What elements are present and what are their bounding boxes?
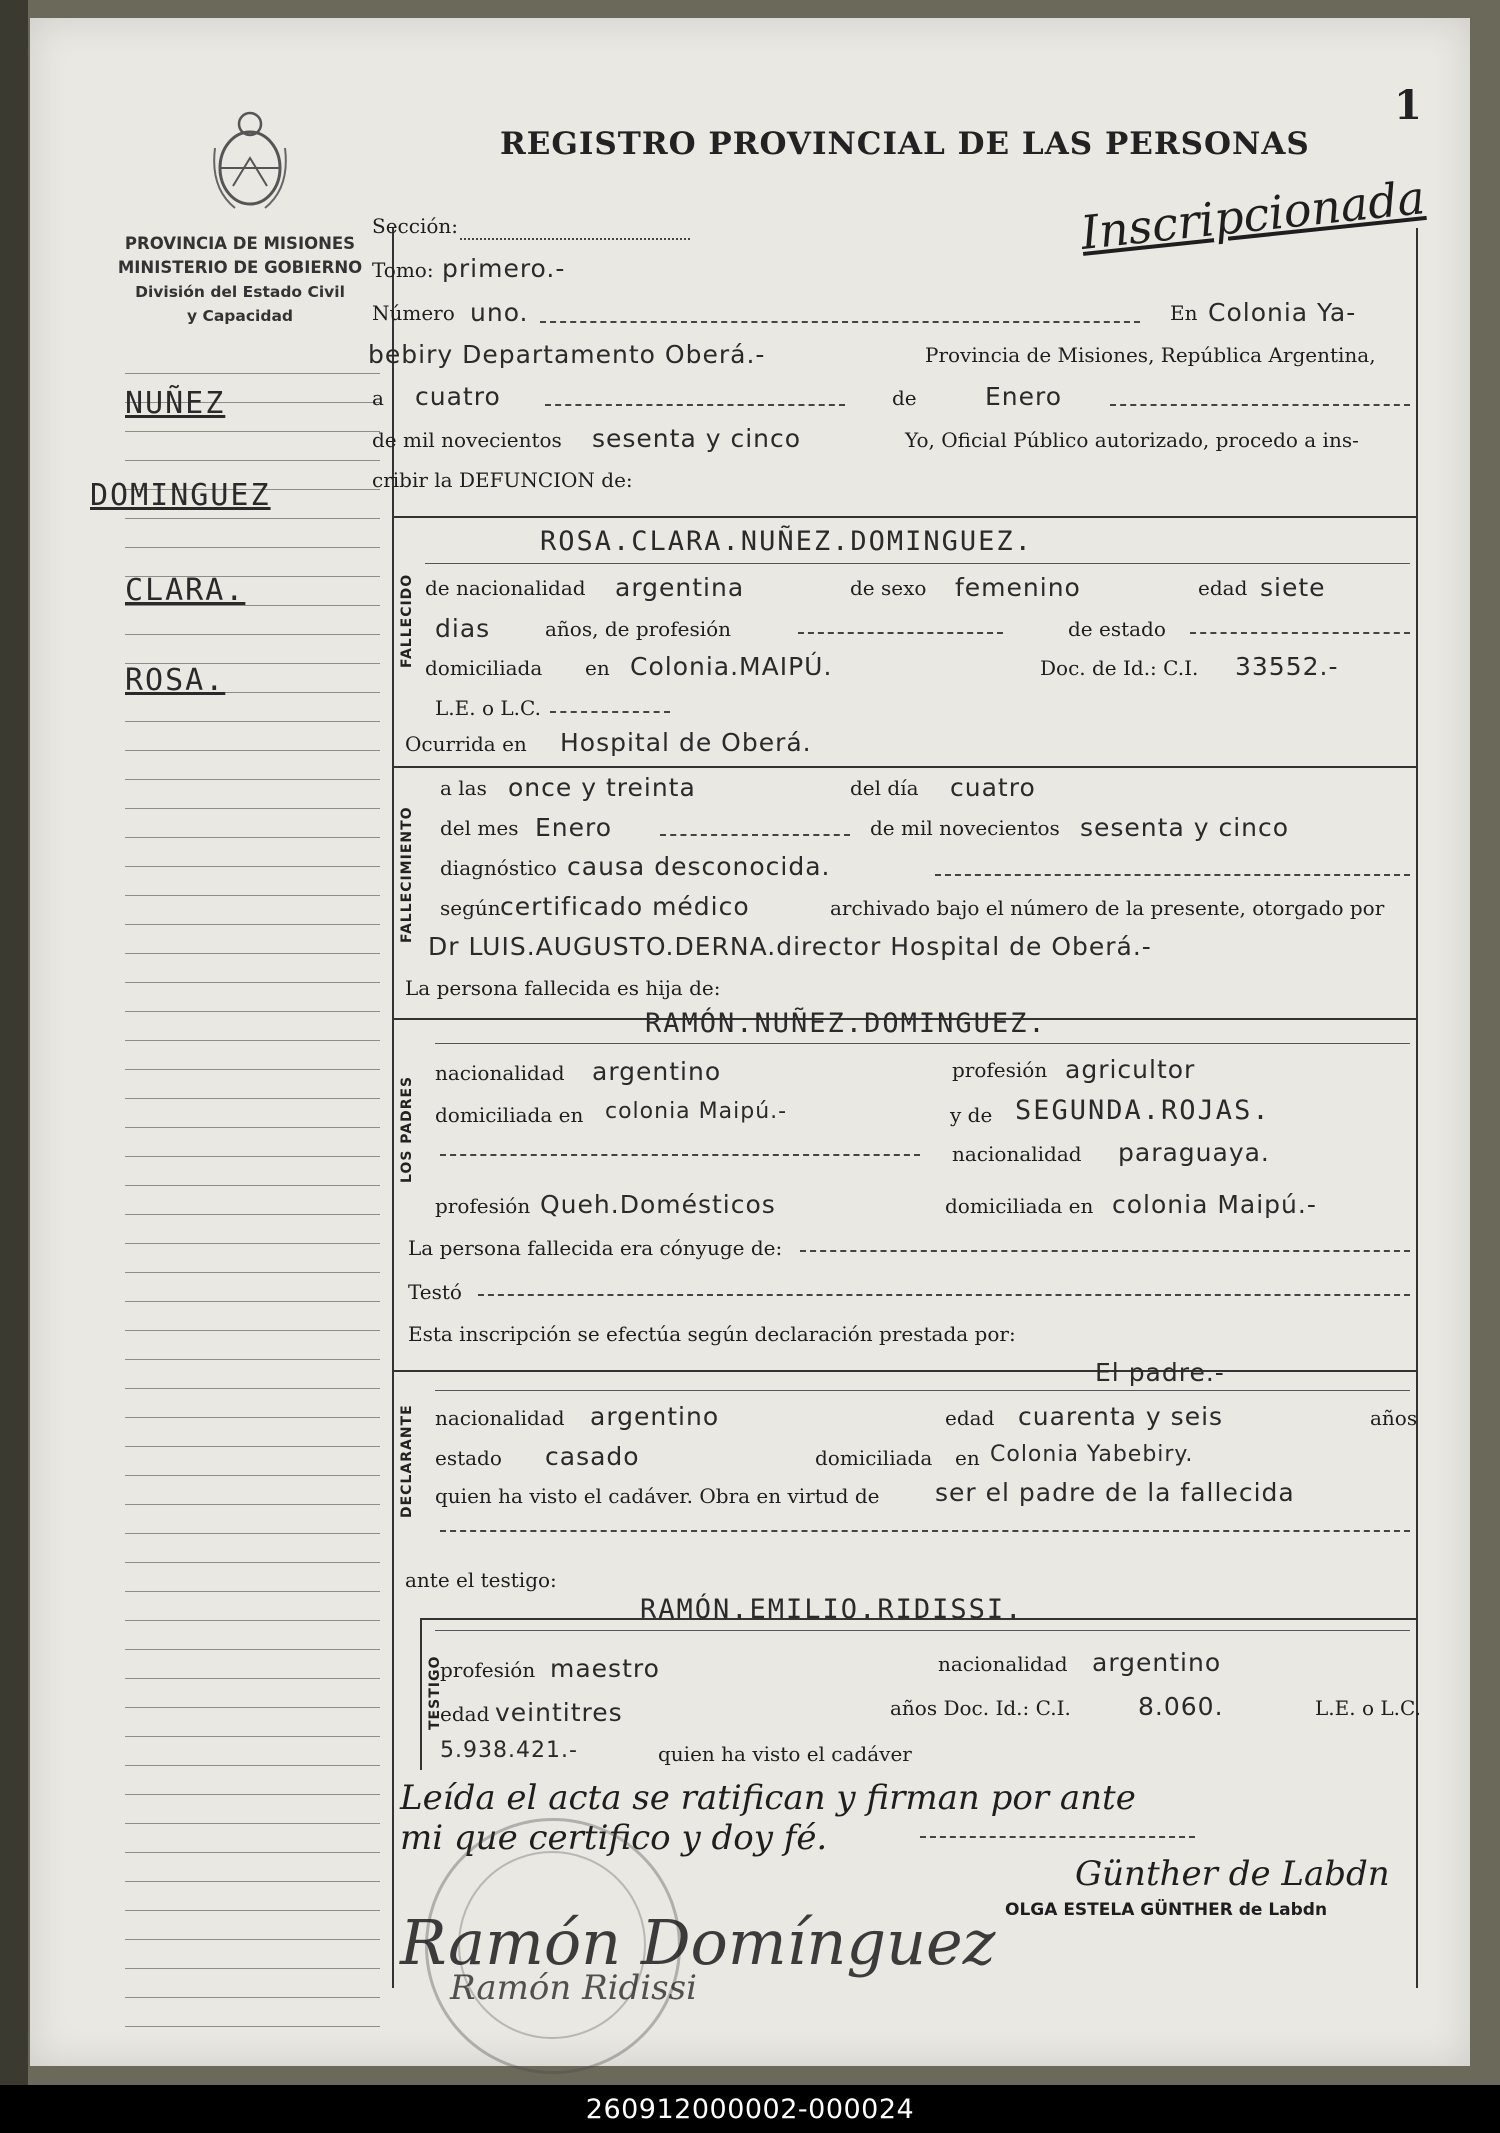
margin-rule-line [125,1533,380,1534]
declarante-en-label: en [955,1446,980,1470]
officer-name: OLGA ESTELA GÜNTHER de Labdn [1005,1900,1328,1920]
fallecimiento-label: FALLECIMIENTO [399,806,415,943]
margin-rule-line [125,1330,380,1331]
padre-nacionalidad-label: nacionalidad [435,1061,565,1085]
madre-domiciliada-label: domiciliada en [945,1194,1094,1218]
fallecido-edad-label: edad [1198,576,1248,600]
declarante-nacionalidad-value: argentino [590,1402,720,1431]
hija-label: La persona fallecida es hija de: [405,976,721,1000]
closing-line-2: mi que certifico y doy fé. [400,1818,828,1858]
declarante-domiciliada-label: domiciliada [815,1446,933,1470]
declarante-estado-label: estado [435,1446,502,1470]
margin-rule-line [125,1910,380,1911]
declarante-signature: Ramón Domínguez [400,1906,996,1979]
margin-surname-1: NUÑEZ [125,386,226,421]
footer-id: 260912000002-000024 [0,2085,1500,2133]
fallecido-domicilio-value: Colonia.MAIPÚ. [630,652,833,681]
margin-rule-line [125,1939,380,1940]
declarante-edad-label: edad [945,1406,995,1430]
margin-rule-line [125,1272,380,1273]
capacity-line: y Capacidad [186,307,294,325]
mil-label: de mil novecientos [372,428,562,452]
margin-rule-line [125,1852,380,1853]
fallecido-nacionalidad-label: de nacionalidad [425,576,586,600]
hora-label: a las [440,776,487,800]
declarante-name-rule [435,1390,1410,1391]
de-label: de [892,386,917,410]
testigo-nacionalidad-label: nacionalidad [938,1652,1068,1676]
margin-rule-line [125,1997,380,1998]
declarante-virtud-dash [440,1530,1410,1532]
closing-line-1: Leída el acta se ratifican y firman por ante [400,1778,1136,1818]
madre-blank-dash [440,1154,920,1156]
declarante-anios-label: años [1370,1406,1418,1430]
ocurrida-label: Ocurrida en [405,732,527,756]
margin-rule-line [125,982,380,983]
fallecimiento-anio-value: sesenta y cinco [1080,813,1290,842]
madre-domicilio-value: colonia Maipú.- [1112,1190,1317,1219]
padre-domiciliada-label: domiciliada en [435,1103,584,1127]
margin-rule-line [125,1881,380,1882]
testigo-doc-label: años Doc. Id.: C.I. [890,1696,1071,1720]
seccion-label: Sección: [372,214,458,238]
margin-rule-line [125,1040,380,1041]
hora-value: once y treinta [508,773,696,802]
provincia-text: Provincia de Misiones, República Argentina, [925,343,1376,367]
padre-name-rule [435,1043,1410,1044]
page-title: REGISTRO PROVINCIAL DE LAS PERSONAS [500,126,1310,162]
testigo-le-value: 5.938.421.- [440,1738,578,1763]
en-value-cont: bebiry Departamento Oberá.- [368,340,766,369]
margin-rule-line [125,634,380,635]
testigo-profesion-value: maestro [550,1654,660,1683]
province-line: PROVINCIA DE MISIONES [124,234,356,253]
mes-dash [1110,404,1410,406]
medico-value: Dr LUIS.AUGUSTO.DERNA.director Hospital de Oberá.- [428,932,1152,961]
diagnostico-value: causa desconocida. [567,852,831,881]
fallecido-en-label: en [585,656,610,680]
archivado-text: archivado bajo el número de la presente, otorgado por [830,896,1385,920]
margin-rule-line [125,1127,380,1128]
en-value: Colonia Ya- [1208,298,1357,327]
testigo-name-rule [435,1630,1410,1631]
diagnostico-dash [935,874,1410,876]
margin-rule-line [125,547,380,548]
fallecido-le-dash [550,711,670,713]
a-label: a [372,386,384,410]
margin-rule-line [125,460,380,461]
fallecimiento-dia-value: cuatro [950,773,1036,802]
margin-rule-line [125,1214,380,1215]
margin-rule-line [125,431,380,432]
margin-rule-line [125,1649,380,1650]
conyuge-dash [800,1250,1410,1252]
margin-rule-line [125,1823,380,1824]
fallecido-dias-value: dias [435,614,491,643]
fallecido-estado-label: de estado [1068,617,1166,641]
fallecido-label: FALLECIDO [399,573,415,668]
fallecido-nacionalidad-value: argentina [615,573,745,602]
fallecido-anios-profesion-label: años, de profesión [545,617,732,641]
segun-value: certificado médico [500,892,750,921]
margin-rule-line [125,1417,380,1418]
en-label: En [1170,301,1198,325]
padre-domicilio-value: colonia Maipú.- [605,1099,788,1124]
margin-rule-line [125,1504,380,1505]
diagnostico-label: diagnóstico [440,856,557,880]
fallecido-le-label: L.E. o L.C. [435,696,541,720]
register-page [30,18,1470,2066]
mes-value: Enero [985,382,1063,411]
fallecido-estado-dash [1190,632,1410,634]
ocurrida-value: Hospital de Oberá. [560,728,812,757]
tomo-label: Tomo: [372,258,434,282]
testigo-edad-label: edad [440,1702,490,1726]
margin-given-name-1: CLARA. [125,573,246,608]
tomo-value: primero.- [442,254,566,283]
margin-rule-line [125,808,380,809]
margin-rule-line [125,953,380,954]
division-line: División del Estado Civil [135,283,345,301]
madre-nacionalidad-value: paraguaya. [1118,1138,1270,1167]
margin-rule-line [125,1156,380,1157]
fallecido-name: ROSA.CLARA.NUÑEZ.DOMINGUEZ. [540,526,1033,557]
declarante-domicilio-value: Colonia Yabebiry. [990,1442,1194,1467]
y-de-label: y de [950,1103,993,1127]
madre-nacionalidad-label: nacionalidad [952,1142,1082,1166]
testigo-le-label: L.E. o L.C. [1315,1696,1421,1720]
numero-value: uno. [470,298,529,327]
margin-rule-line [125,1301,380,1302]
madre-name: SEGUNDA.ROJAS. [1015,1095,1271,1126]
fallecimiento-mil-label: de mil novecientos [870,816,1060,840]
dia-dash [545,404,845,406]
margin-rule-line [125,721,380,722]
declarante-label: DECLARANTE [399,1404,415,1518]
fallecimiento-mes-label: del mes [440,816,519,840]
declarante-name: El padre.- [1095,1358,1225,1387]
inscripcion-text: Esta inscripción se efectúa según declaración prestada por: [408,1322,1016,1346]
fallecido-edad-value: siete [1260,573,1326,602]
stamp-word: Inscripcionada [1078,170,1428,260]
margin-surname-2: DOMINGUEZ [90,478,271,513]
padre-profesion-label: profesión [952,1058,1048,1082]
testigo-profesion-label: profesión [440,1658,536,1682]
margin-rule-line [125,2026,380,2027]
numero-dash [540,321,1140,323]
declarante-nacionalidad-label: nacionalidad [435,1406,565,1430]
numero-label: Número [372,301,455,325]
margin-rule-line [125,1968,380,1969]
dia-label: del día [850,776,919,800]
margin-rule-line [125,1098,380,1099]
madre-profesion-label: profesión [435,1194,531,1218]
testigo-visto-text: quien ha visto el cadáver [658,1742,912,1766]
margin-rule-line [125,895,380,896]
margin-rule-line [125,1359,380,1360]
margin-rule-line [125,1446,380,1447]
fallecido-doc-label: Doc. de Id.: C.I. [1040,656,1199,680]
fallecimiento-mes-dash [660,834,850,836]
declarante-virtud-value: ser el padre de la fallecida [935,1478,1295,1507]
margin-rule-line [125,1069,380,1070]
padre-nacionalidad-value: argentino [592,1057,722,1086]
fallecido-domiciliada-label: domiciliada [425,656,543,680]
padres-label: LOS PADRES [399,1075,415,1183]
margin-rule-line [125,1243,380,1244]
margin-rule-line [125,779,380,780]
declarante-edad-value: cuarenta y seis [1018,1402,1224,1431]
margin-rule-line [125,1562,380,1563]
margin-rule-line [125,1011,380,1012]
testigo-doc-value: 8.060. [1138,1692,1224,1721]
ministry-line: MINISTERIO DE GOBIERNO [117,258,363,277]
margin-given-name-2: ROSA. [125,663,226,698]
testigo-nacionalidad-value: argentino [1092,1648,1222,1677]
margin-rule-line [125,837,380,838]
testigo-name: RAMÓN.EMILIO.RIDISSI. [640,1594,1024,1625]
margin-rule-line [125,1678,380,1679]
fallecido-profesion-dash [798,632,1003,634]
margin-rule-line [125,1475,380,1476]
margin-rule-line [125,1794,380,1795]
margin-rule-line [125,1388,380,1389]
margin-rule-line [125,866,380,867]
padre-name: RAMÓN.NUÑEZ.DOMINGUEZ. [645,1008,1047,1039]
fallecido-name-rule [425,563,1410,564]
margin-rule-line [125,1185,380,1186]
fallecido-sexo-value: femenino [955,573,1081,602]
margin-rule-line [125,1707,380,1708]
testigo-label: TESTIGO [427,1655,443,1730]
padre-profesion-value: agricultor [1065,1055,1196,1084]
conyuge-label: La persona fallecida era cónyuge de: [408,1236,783,1260]
declarante-estado-value: casado [545,1442,640,1471]
officer-signature: Günther de Labdn [1075,1854,1390,1894]
margin-rule-line [125,518,380,519]
cribir-text: cribir la DEFUNCION de: [372,468,633,492]
anio-value: sesenta y cinco [592,424,802,453]
segun-label: según [440,896,501,920]
margin-rule-line [125,1591,380,1592]
fallecido-sexo-label: de sexo [850,576,927,600]
margin-rule-line [125,750,380,751]
fallecido-doc-value: 33552.- [1235,652,1339,681]
margin-rule-line [125,1620,380,1621]
oficial-text: Yo, Oficial Público autorizado, procedo a ins- [905,428,1359,452]
coat-of-arms-icon [205,108,295,218]
margin-rule-line [125,924,380,925]
fallecimiento-mes-value: Enero [535,813,613,842]
ante-label: ante el testigo: [405,1568,557,1592]
cover-edge [0,0,28,2085]
testo-label: Testó [408,1280,462,1304]
province-block [110,232,370,328]
seccion-dots [460,238,690,240]
declarante-visto-text: quien ha visto el cadáver. Obra en virtud de [435,1484,880,1508]
margin-rule-line [125,373,380,374]
dia-value: cuatro [415,382,501,411]
closing-dash [920,1836,1195,1838]
testo-dash [478,1294,1410,1296]
testigo-edad-value: veintitres [495,1698,623,1727]
madre-profesion-value: Queh.Domésticos [540,1190,776,1219]
testigo-signature: Ramón Ridissi [450,1968,697,2008]
page-number: 1 [1394,82,1422,129]
margin-rule-line [125,1765,380,1766]
margin-rule-line [125,1736,380,1737]
